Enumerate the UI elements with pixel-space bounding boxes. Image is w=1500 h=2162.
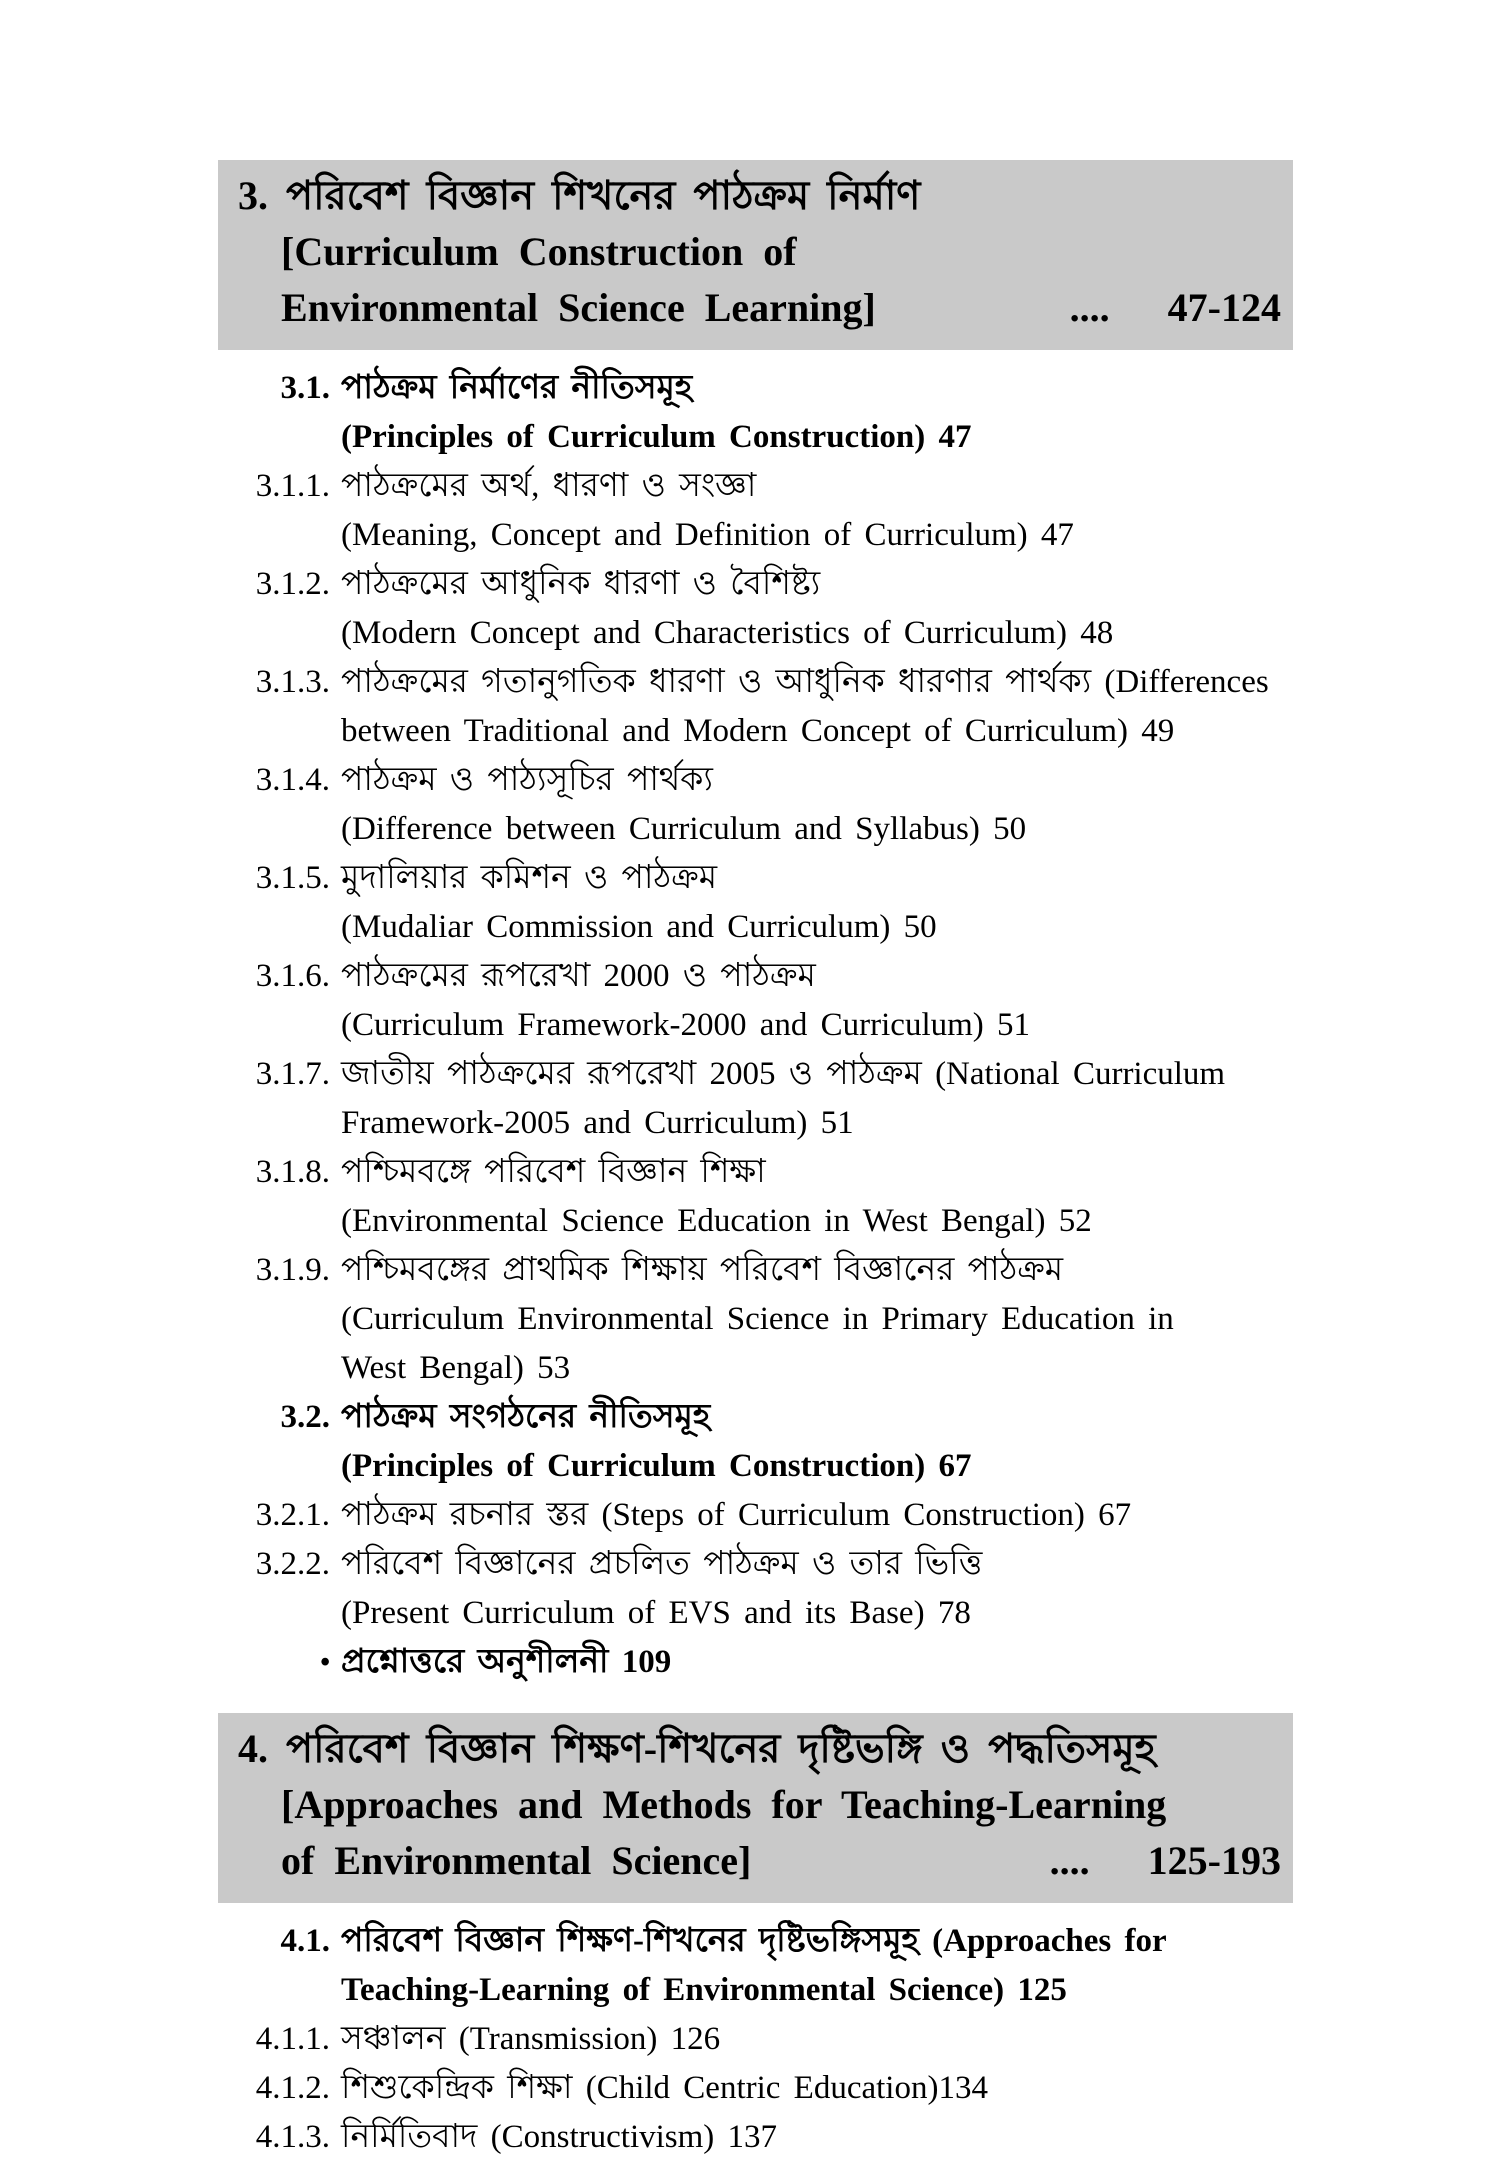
entry-line: শিশুকেন্দ্রিক শিক্ষা (Child Centric Education)134 [341,2070,988,2106]
chapter-header-row-3 [238,280,1281,336]
entry-line: মুদালিয়ার কমিশন ও পাঠক্রম [341,860,718,896]
entry-text [341,854,1293,952]
entry-number: 3.1.2. [255,566,330,602]
toc-entry [218,2064,1293,2113]
entry-number: 4.1.1. [255,2021,330,2057]
entry-text [341,952,1293,1050]
entry-line: (Principles of Curriculum Construction) 47 [341,419,972,455]
toc-entry [218,1917,1293,2015]
entry-text [341,2064,1293,2113]
toc-entry [218,658,1293,756]
entry-line: পাঠক্রম রচনার স্তর (Steps of Curriculum Construction) 67 [341,1497,1132,1533]
entry-line: পাঠক্রম নির্মাণের নীতিসমূহ [341,370,693,406]
entry-line: (Curriculum Environmental Science in Primary Education in [341,1301,1174,1337]
toc-entry [218,1638,1293,1687]
chapter-header [218,160,1293,350]
entry-line: (Modern Concept and Characteristics of Curriculum) 48 [341,615,1114,651]
entry-text [341,756,1293,854]
entry-line: (Mudaliar Commission and Curriculum) 50 [341,909,937,945]
entry-line: পাঠক্রম ও পাঠ্যসূচির পার্থক্য [341,762,713,798]
entry-text [341,462,1293,560]
toc-entry [218,462,1293,560]
entry-number: 3.1.6. [255,958,330,994]
chapter-header-row-1 [238,168,1281,224]
chapter-page-range: 125-193 [1147,1838,1281,1883]
entry-text [341,560,1293,658]
chapter-page-range: 47-124 [1167,285,1281,330]
toc-entry [218,1050,1293,1148]
chapter-title-bengali: পরিবেশ বিজ্ঞান শিখনের পাঠক্রম নির্মাণ [286,173,921,218]
entry-line: (Meaning, Concept and Definition of Curriculum) 47 [341,517,1074,553]
entry-number: 3.1.9. [255,1252,330,1288]
entry-line: Teaching-Learning of Environmental Science) 125 [341,1972,1067,2008]
entry-line: জাতীয় পাঠক্রমের রূপরেখা 2005 ও পাঠক্রম (National Curriculum [341,1056,1226,1092]
entry-number: 3.2.1. [255,1497,330,1533]
entry-line: (Principles of Curriculum Construction) 67 [341,1448,972,1484]
toc-entry [218,1491,1293,1540]
entry-text [341,1148,1293,1246]
entry-line: পাঠক্রমের গতানুগতিক ধারণা ও আধুনিক ধারণার পার্থক্য (Differences [341,664,1269,700]
toc-entry [218,2015,1293,2064]
entry-number: 4.1. [280,1923,330,1959]
entry-text [341,1393,1293,1491]
toc-entry [218,2113,1293,2162]
entry-number: 3.1.1. [255,468,330,504]
entry-line: (Curriculum Framework-2000 and Curriculum) 51 [341,1007,1031,1043]
toc-entry [218,1246,1293,1393]
entry-line: পরিবেশ বিজ্ঞানের প্রচলিত পাঠক্রম ও তার ভিত্তি [341,1546,983,1582]
entry-text [341,1917,1293,2015]
entry-line: (Environmental Science Education in West Bengal) 52 [341,1203,1092,1239]
entry-number: 3.2. [280,1399,330,1435]
toc-entry [218,756,1293,854]
chapter-title-english-1: [Approaches and Methods for Teaching-Learning [281,1782,1167,1827]
entry-number: 3.1.4. [255,762,330,798]
entry-line: পাঠক্রমের আধুনিক ধারণা ও বৈশিষ্ট্য [341,566,821,602]
chapter-title-english-1: [Curriculum Construction of [281,229,797,274]
entry-number: 4.1.3. [255,2119,330,2155]
entry-text [341,2113,1293,2162]
leader-dots: .... [1049,1838,1090,1883]
toc-entry [218,560,1293,658]
chapter-header-row-3 [238,1833,1281,1889]
entry-line: পাঠক্রমের রূপরেখা 2000 ও পাঠক্রম [341,958,816,994]
entry-number: 4.1.2. [255,2070,330,2106]
toc-entry [218,854,1293,952]
entry-number: 3.2.2. [255,1546,330,1582]
chapter-number: 4. [238,1726,268,1771]
entry-line: পাঠক্রম সংগঠনের নীতিসমূহ [341,1399,711,1435]
entry-text [341,1491,1293,1540]
entry-text [341,1246,1293,1393]
toc-entry [218,364,1293,462]
chapter-title-english-2: of Environmental Science] [281,1838,752,1883]
toc-entry [218,1393,1293,1491]
entry-line: প্রশ্নোত্তরে অনুশীলনী 109 [341,1644,672,1680]
entry-text [341,364,1293,462]
chapter-header [218,1713,1293,1903]
entry-text [341,658,1293,756]
chapter-title-bengali: পরিবেশ বিজ্ঞান শিক্ষণ-শিখনের দৃষ্টিভঙ্গি ও পদ্ধতিসমূহ [286,1726,1156,1771]
bullet-icon: • [320,1647,330,1678]
entry-line: সঞ্চালন (Transmission) 126 [341,2021,721,2057]
toc-entry [218,1540,1293,1638]
entry-line: পাঠক্রমের অর্থ, ধারণা ও সংজ্ঞা [341,468,757,504]
entry-number: 3.1.5. [255,860,330,896]
entry-line: (Present Curriculum of EVS and its Base) 78 [341,1595,971,1631]
entry-text [341,2015,1293,2064]
entry-line: পশ্চিমবঙ্গে পরিবেশ বিজ্ঞান শিক্ষা [341,1154,766,1190]
entry-number: 3.1.3. [255,664,330,700]
chapter-number: 3. [238,173,268,218]
entry-text [341,1540,1293,1638]
entry-number: 3.1.8. [255,1154,330,1190]
entry-line: পরিবেশ বিজ্ঞান শিক্ষণ-শিখনের দৃষ্টিভঙ্গিসমূহ (Approaches for [341,1923,1167,1959]
entry-text [341,1050,1293,1148]
entry-number: 3.1. [280,370,330,406]
entry-line: West Bengal) 53 [341,1350,571,1386]
chapter-title-english-2: Environmental Science Learning] [281,285,876,330]
chapter-header-row-1 [238,1721,1281,1777]
entry-line: নির্মিতিবাদ (Constructivism) 137 [341,2119,778,2155]
toc-entry [218,1148,1293,1246]
entry-line: পশ্চিমবঙ্গের প্রাথমিক শিক্ষায় পরিবেশ বিজ্ঞানের পাঠক্রম [341,1252,1064,1288]
toc-entry [218,952,1293,1050]
entry-line: (Difference between Curriculum and Syllabus) 50 [341,811,1027,847]
entry-line: between Traditional and Modern Concept of Curriculum) 49 [341,713,1175,749]
leader-dots: .... [1069,285,1110,330]
table-of-contents [218,160,1293,2162]
entry-line: Framework-2005 and Curriculum) 51 [341,1105,854,1141]
entry-text [341,1638,1293,1687]
entry-number: 3.1.7. [255,1056,330,1092]
